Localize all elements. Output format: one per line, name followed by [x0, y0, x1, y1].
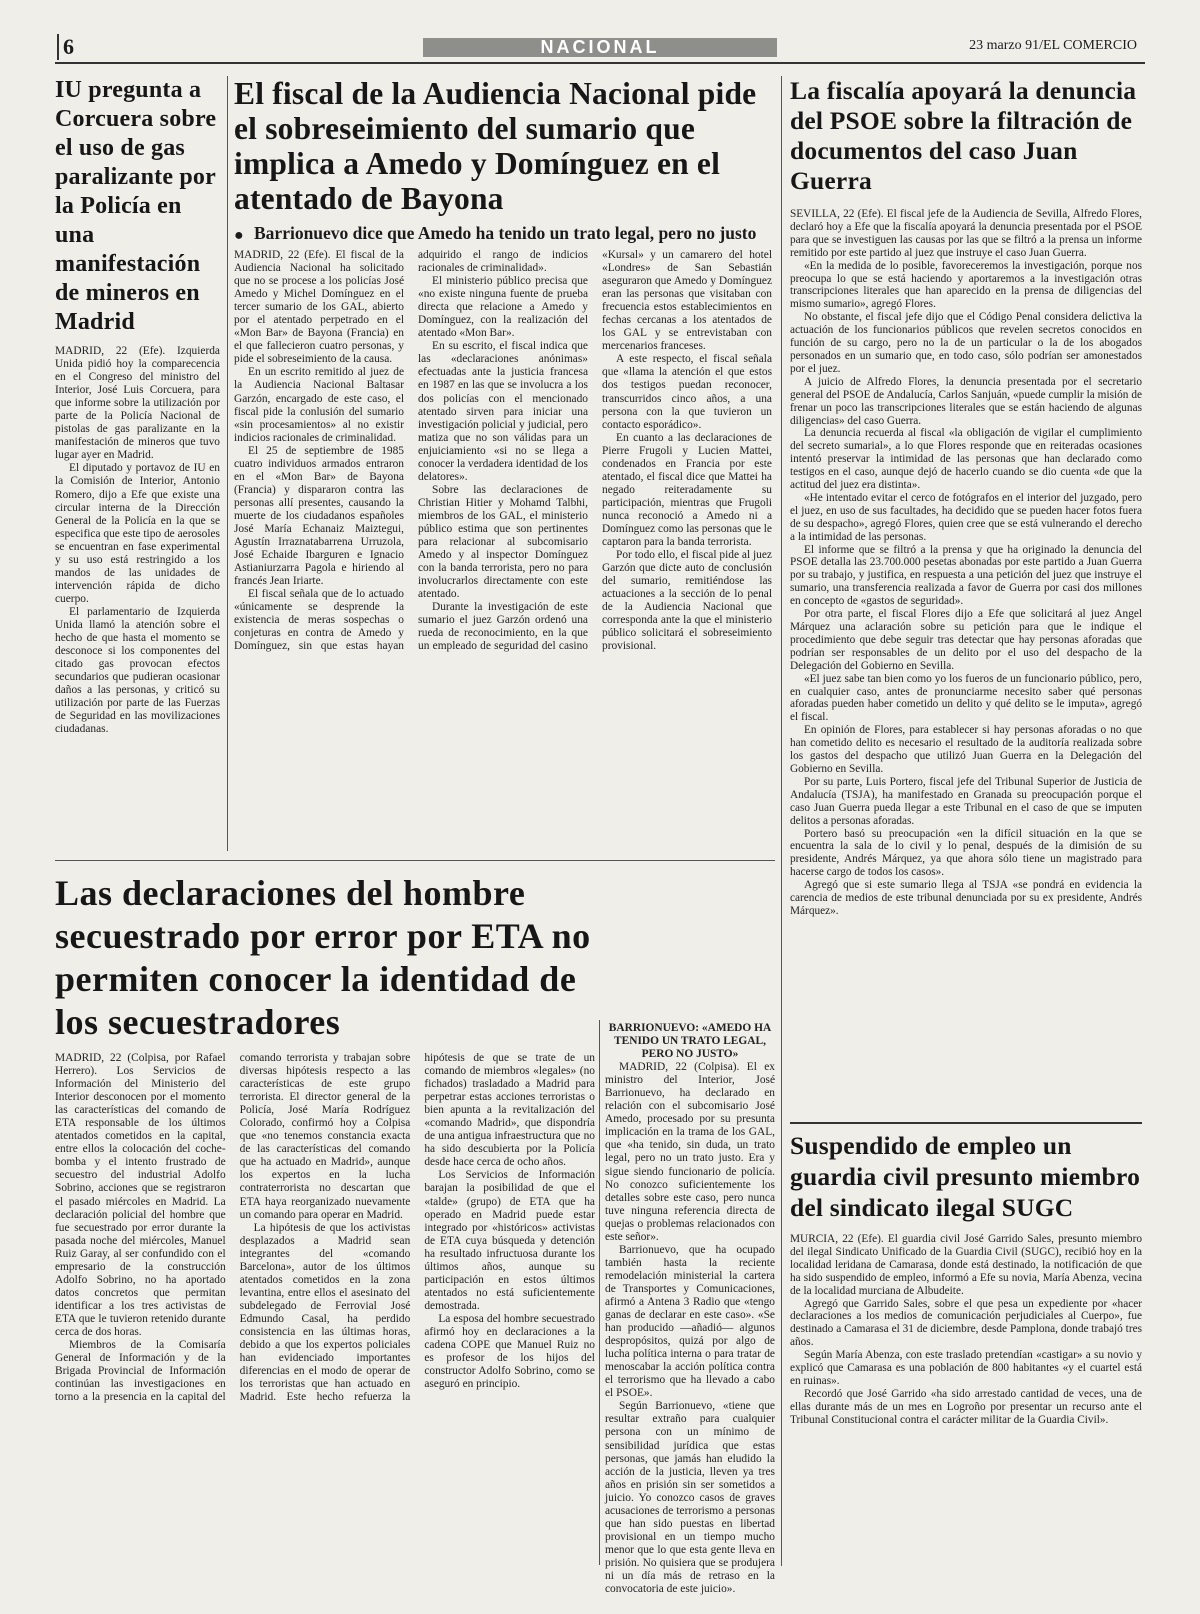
issue-dateline: 23 marzo 91/EL COMERCIO [969, 38, 1137, 53]
headline: El fiscal de la Audiencia Nacional pide el sobreseimiento del sumario que implica a Amedo y Domínguez en el atentado de Bayona [234, 76, 757, 216]
article-iu-corcuera [55, 76, 220, 736]
paragraph: En un escrito remitido al juez de la Audiencia Nacional Baltasar Garzón, encargado de este caso, el fiscal pide la conlusión del sumario «sin procesamientos» al no existir indicios racionales de criminalidad. [234, 366, 404, 444]
paragraph: Según Barrionuevo, «tiene que resultar extraño para cualquier persona con un mínimo de sensibilidad jurídica que estas personas, que jamás han eludido la acción de la justicia, lleven ya tres años en prisión sin ser sometidos a juicio. Yo conozco casos de graves acusaciones de terrorismo a personas que han sido puestas en libertad provisional en un tiempo mucho menor que lo que esta gente lleva en prisión. No quisiera que se produjera ni un día más de retraso en la convocatoria de este juicio». [605, 1400, 775, 1596]
subheadline [234, 224, 772, 243]
paragraph: MADRID, 22 (Colpisa). El ex ministro del Interior, José Barrionuevo, ha declarado en relación con el subcomisario José Amedo, procesado por su presunta implicación en la trama de los GAL, que «ha tenido, sin duda, un trato legal, pero no un trato justo. Era y sigue siendo funcionario de policía. No conozco suficientemente los detalles sobre este caso, pero nunca tuve ninguna referencia directa de quejas o problemas relacionados con este señor». [605, 1061, 775, 1243]
masthead [55, 34, 1145, 64]
paragraph: Por otra parte, el fiscal Flores dijo a Efe que solicitará al juez Angel Márquez una aclaración sobre su petición para que le indique el procedimiento que debe seguir tras detectar que hay personas aforadas que podrían ser responsables de un delito por el uso del despacho de la Delegación del Gobierno en Sevilla. [790, 608, 1142, 672]
subheadline-text: Barrionuevo dice que Amedo ha tenido un trato legal, pero no justo [254, 223, 757, 243]
paragraph: El informe que se filtró a la prensa y que ha originado la denuncia del PSOE detalla las 23.700.000 pesetas abonadas por este partido a Juan Guerra por su trabajo, y justifica, en respuesta a una petición del juez que instruye el sumario, una transferencia realizada a favor de Guerra por casi dos millones en concepto de «gastos de seguridad». [790, 543, 1142, 608]
subheadline: BARRIONUEVO: «AMEDO HA TENIDO UN TRATO LEGAL, PERO NO JUSTO» [608, 1022, 772, 1061]
section-rule [55, 860, 775, 861]
article-barrionuevo [605, 1020, 775, 1596]
paragraph: A juicio de Alfredo Flores, la denuncia presentada por el secretario general del PSOE de Andalucía, Carlos Sanjuán, «puede cumplir la misión de frenar un poco las transcripciones literales que se están haciendo de algunas diligencias» del caso Guerra. [790, 375, 1142, 427]
article-eta-secuestro [55, 872, 595, 1614]
paragraph: Agregó que si este sumario llega al TSJA «se pondrá en evidencia la carencia de medios de este tribunal denunciada por su ex presidente, Andrés Márquez». [790, 879, 1142, 917]
paragraph: La denuncia recuerda al fiscal «la obligación de vigilar el cumplimiento del secreto sumarial», a lo que Flores responde que en reiteradas ocasiones intentó preservar la intimidad de las personas que han declarado como testigos en el caso, aunque dejó de hacerlo cuando se dio cuenta «de que la actitud del juez era distinta». [790, 427, 1142, 492]
article-fiscalia-juan-guerra [790, 76, 1142, 918]
paragraph: SEVILLA, 22 (Efe). El fiscal jefe de la Audiencia de Sevilla, Alfredo Flores, declaró hoy a Efe que la fiscalía apoyará la denuncia presentada por el PSOE para que se investiguen las causas por las que se filtró a la prensa un informe remitido por este partido al juez que instruye el caso Juan Guerra. [790, 208, 1142, 259]
column-rule [781, 76, 782, 1566]
bullet-icon: ● [234, 227, 244, 244]
column-rule [599, 1020, 600, 1565]
paragraph: Sobre las declaraciones de Christian Hitier y Mohamd Talbhi, miembros de los GAL, el ministerio público estima que son pertinentes para relacionar al subcomisario Amedo y al inspector Domínguez con la banda terrorista, pero no para involucrarlos directamente con este atentado. [418, 483, 588, 601]
article-sugc-guardia-civil [790, 1130, 1142, 1427]
page-number: 6 [57, 34, 74, 60]
article-body [605, 1022, 775, 1596]
paragraph: Según María Abenza, con este traslado pretendían «castigar» a su novio y explicó que Camarasa es una población de 800 habitantes «y el cuartel está en ruinas». [790, 1349, 1142, 1387]
paragraph: Los Servicios de Información barajan la posibilidad de que el «talde» (grupo) de ETA que ha operado en Madrid puede estar integrado por «históricos» activistas de ETA cuya búsqueda y detención ha resultado infructuosa durante los últimos años, aunque su participación en estos últimos atentados no está suficientemente demostrada. [424, 1169, 595, 1312]
paragraph: Agregó que Garrido Sales, sobre el que pesa un expediente por «hacer declaraciones a los medios de comunicación perjudiciales al Cuerpo», fue destinado a Camarasa el 31 de diciembre, desde Pamplona, donde trabajó tres años. [790, 1297, 1142, 1349]
paragraph: El ministerio público precisa que «no existe ninguna fuente de prueba directa que relacione a Amedo y Domínguez, con la realización del atentado «Mon Bar». [418, 275, 588, 340]
paragraph: En su escrito, el fiscal indica que las «declaraciones anónimas» efectuadas ante la justicia francesa en 1987 en las que se involucra a los dos policías con el mencionado atentado sirven para iniciar una investigación policial y judicial, pero matiza que no son válidas para un enjuiciamiento «si no se llega a conocer la verdadera identidad de los delatores». [418, 340, 588, 483]
article-body [55, 1052, 595, 1614]
article-body [55, 345, 220, 736]
article-body [790, 1233, 1142, 1427]
paragraph: El diputado y portavoz de IU en la Comisión de Interior, Antonio Romero, dijo a Efe que existe una circular interna de la Dirección General de la Policía en la que se especifica que este tipo de aerosoles se encuentran en fase experimental y su uso está restringido a los mandos de las unidades de intervención rápida de dicho cuerpo. [55, 462, 220, 605]
paragraph: MADRID, 22 (Colpisa, por Rafael Herrero). Los Servicios de Información del Ministerio del Interior desconocen por el momento las características del comando de ETA responsable de los últimos atentados cometidos en la capital, entre ellos la colocación del coche-bomba y el intento frustrado de secuestro del industrial Adolfo Sobrino, acciones que se registraron el pasado miércoles en Madrid. La declaración policial del hombre que fue secuestrado por error durante la pasada noche del miércoles, Manuel Ruiz Garay, al ser confundido con el empresario de la construcción Adolfo Sobrino, no ha aportado datos concretos que permitan identificar a los tres activistas de ETA que le tuvieron retenido durante cerca de dos horas. [55, 1052, 226, 1338]
paragraph: No obstante, el fiscal jefe dijo que el Código Penal considera delictiva la actuación de los funcionarios públicos que revelen secretos conocidos en función de su cargo, pero no la de un particular o la de los abogados personados en un sumario que, en todo caso, sólo podrían ser amonestados por el juez. [790, 311, 1142, 375]
headline: Las declaraciones del hombre secuestrado por error por ETA no permiten conocer la identidad de los secuestradores [55, 873, 591, 1042]
article-fiscal-audiencia-nacional [234, 76, 772, 841]
paragraph: En opinión de Flores, para establecer si hay personas aforadas o no que han cometido delito es necesario el resultado de la auditoría realizada sobre los gastos del despacho que utilizó Juan Guerra en la Delegación del Gobierno en Sevilla. [790, 724, 1142, 775]
paragraph: MURCIA, 22 (Efe). El guardia civil José Garrido Sales, presunto miembro del ilegal Sindicato Unificado de la Guardia Civil (SUGC), recibió hoy en la localidad leridana de Camarasa, donde está destinado, la notificación de que ha sido suspendido de empleo, informó a Efe su novia, María Abenza, vecina de la localidad murciana de Albudeite. [790, 1233, 1142, 1297]
paragraph: La esposa del hombre secuestrado afirmó hoy en declaraciones a la cadena COPE que Manuel Ruiz no es profesor de los hijos del constructor Adolfo Sobrino, como se aseguró en principio. [424, 1312, 595, 1391]
paragraph: El 25 de septiembre de 1985 cuatro individuos armados entraron en el «Mon Bar» de Bayona (Francia) y dispararon contra las personas allí presentes, causando la muerte de los ciudadanos españoles José María Echanaiz Maiztegui, Agustín Irraznatabarrena Urruzola, José Echaide Ibarguren e Ignacio Astianiurzarra Pagola e hiriendo al francés Jean Iriarte. [234, 444, 404, 588]
paragraph: «El juez sabe tan bien como yo los fueros de un funcionario público, pero, en cualquier caso, antes de pronunciarme necesito saber qué personas aforadas pueden haber cometido un delito y qué delito se le imputa», agregó el fiscal. [790, 672, 1142, 724]
section-rule [790, 1122, 1142, 1124]
column-rule [227, 76, 228, 851]
paragraph: MADRID, 22 (Efe). Izquierda Unida pidió hoy la comparecencia en el Congreso del ministro del Interior, José Luis Corcuera, para que informe sobre la utilización por parte de la Policía Nacional de pistolas de gas paralizante en la manifestación de mineros que tuvo lugar ayer en Madrid. [55, 345, 220, 462]
paragraph: La hipótesis de que los activistas desplazados a Madrid sean integrantes del «comando Barcelona», autor de los últimos atentados cometidos en la zona levantina, entre ellos el asesinato del subdelegado de Ferrovial José Edmundo Casal, ha perdido consistencia en las últimas horas, debido a que los expertos policiales han evidenciado importantes diferencias en el modo de operar de los terroristas que han actuado en Madrid. Este hecho refuerza la hipótesis de que se trate de un comando de miembros «legales» (no fichados) trasladado a Madrid para perpetrar estas acciones terroristas o bien apunta a la revitalización del «comando Madrid», que dispondría de una antigua infraestructura que no ha sido descubierta por la Policía desde hace cerca de ocho años. [239, 1052, 595, 1404]
paragraph: Portero basó su preocupación «en la difícil situación en la que se encuentra la sala de lo civil y lo penal, después de la dimisión de su presidente, Andrés Márquez, ya que ahora sólo tiene un magistrado para hacerse cargo de todos los casos». [790, 827, 1142, 879]
headline: Suspendido de empleo un guardia civil presunto miembro del sindicato ilegal SUGC [790, 1131, 1141, 1222]
paragraph: Por su parte, Luis Portero, fiscal jefe del Tribunal Superior de Justicia de Andalucía (TSJA), ha manifestado en Granada su preocupación porque el caso Juan Guerra pueda llegar a este Tribunal en el caso de que se imputen delitos a personas aforadas. [790, 775, 1142, 827]
article-body [790, 208, 1142, 918]
paragraph: A este respecto, el fiscal señala que «llama la atención el que estos dos testigos puedan reconocer, transcurridos cinco años, a una persona con la que tuvieron un contacto esporádico». [602, 353, 772, 431]
paragraph: Por todo ello, el fiscal pide al juez Garzón que dicte auto de conclusión del sumario, remitiéndose las actuaciones a la sección de lo penal de la Audiencia Nacional que corresponda ante la que el ministerio público solicitará el sobreseimiento provisional. [602, 549, 772, 653]
paragraph: El fiscal señala que de lo actuado «únicamente se desprende la existencia de meras sospechas o conjeturas en contra de Amedo y Domínguez, sin que estas hayan adquirido el rango de indicios racionales de criminalidad». [234, 249, 588, 653]
paragraph: «He intentado evitar el cerco de fotógrafos en el interior del juzgado, pero el juez, en uso de sus facultades, ha decidido que se pueden hacer fotos fuera de su despacho», agregó Flores, quien cree que se está vulnerando el derecho a la intimidad de las personas. [790, 491, 1142, 543]
paragraph: «En la medida de lo posible, favoreceremos la investigación, porque nos preocupa lo que se está haciendo y aportaremos a la investigación otras transcripciones literales que han aparecido en la prensa de diligencias del mismo sumario», agregó Flores. [790, 259, 1142, 311]
section-label: NACIONAL [540, 37, 660, 57]
section-band [423, 38, 777, 57]
paragraph: En cuanto a las declaraciones de Pierre Frugoli y Lucien Mattei, condenados en Francia por este atentado, el fiscal dice que Mattei ha negado reiteradamente su participación, mientras que Frugoli nunca reconoció a Amedo ni a Domínguez como las personas que le captaron para la banda terrorista. [602, 431, 772, 549]
paragraph: El parlamentario de Izquierda Unida llamó la atención sobre el hecho de que hasta el momento se desconoce si los componentes del citado gas provocan efectos secundarios que pudieran ocasionar daños a las personas, y criticó su utilización por parte de las Fuerzas de Seguridad en las movilizaciones ciudadanas. [55, 605, 220, 736]
paragraph: Recordó que José Garrido «ha sido arrestado cantidad de veces, una de ellas durante más de un mes en Logroño por presentar un recurso ante el Tribunal Constitucional contra el carácter militar de la Guardia Civil». [790, 1387, 1142, 1426]
paragraph: MADRID, 22 (Efe). El fiscal de la Audiencia Nacional ha solicitado que no se procese a los policías José Amedo y Michel Domínguez en el tercer sumario de los GAL, abierto por el atentado perpetrado en el «Mon Bar» de Bayona (Francia) en el que fallecieron cuatro personas, y pide el sobreseimiento de la causa. [234, 249, 404, 366]
paragraph: Miembros de la Comisaría General de Información y de la Brigada Provincial de Información continúan las investigaciones en torno a la presencia en la capital del comando terrorista y trabajan sobre diversas hipótesis respecto a las características de este grupo terrorista. El director general de la Policía, José María Rodríguez Colorado, confirmó hoy a Colpisa que «no tenemos constancia exacta de las características del comando que ha actuado en Madrid», aunque los expertos en la lucha contraterrorista no descartan que ETA haya reorganizado nuevamente un comando para operar en Madrid. [55, 1052, 411, 1404]
paragraph: Barrionuevo, que ha ocupado también hasta la reciente remodelación ministerial la cartera de Transportes y Comunicaciones, afirmó a Antena 3 Radio que «tengo ganas de declarar en este caso». «Se han producido —añadió— algunos despropósitos, quizá por algo de lucha política interna o para tratar de menoscabar la acción política contra el terrorismo que ha llevado a cabo el PSOE». [605, 1243, 775, 1400]
paragraph: Durante la investigación de este sumario el juez Garzón ordenó una rueda de reconocimiento, en la que un empleado de seguridad del casino «Kursal» y un camarero del hotel «Londres» de San Sebastián aseguraron que Amedo y Domínguez eran las personas que visitaban con frecuencia estos establecimientos en fechas cercanas a los atentados de los GAL y se entrevistaban con mercenarios franceses. [418, 249, 772, 653]
headline: IU pregunta a Corcuera sobre el uso de gas paralizante por la Policía en una manifestación de mineros en Madrid [55, 77, 217, 335]
article-body [234, 249, 772, 841]
headline: La fiscalía apoyará la denuncia del PSOE sobre la filtración de documentos del caso Juan Guerra [790, 76, 1137, 195]
